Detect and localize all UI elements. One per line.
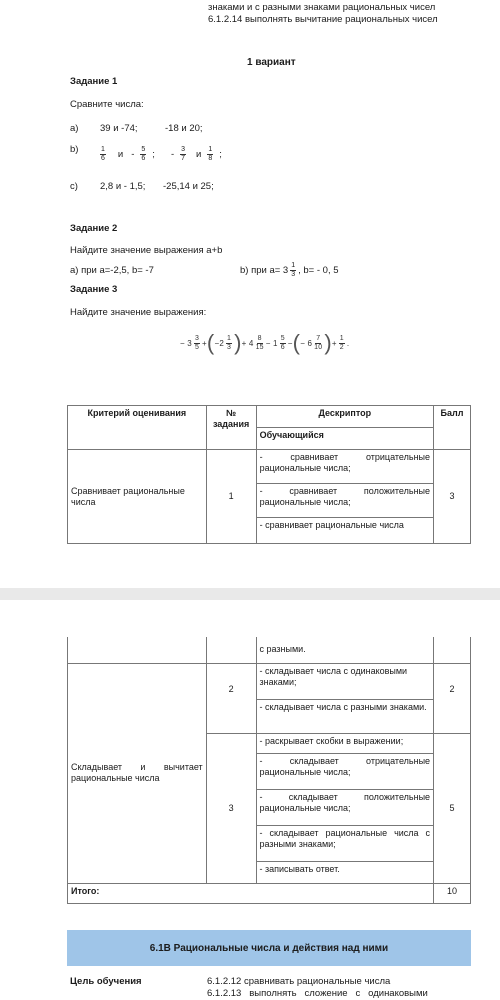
task2-title: Задание 2 [70, 223, 118, 234]
assessment-table-continued [67, 637, 471, 904]
goal-label: Цель обучения [70, 976, 142, 987]
fraction: $\frac{5}{6}$ [141, 146, 146, 162]
task1-c-item-1: 2,8 и - 1,5; [100, 181, 146, 192]
descriptor-item: - сравнивает положительные рациональные числа; [256, 484, 433, 518]
header-descriptor: Дескриптор [256, 406, 433, 428]
task2-a: а) при a=-2,5, b= -7 [70, 265, 154, 276]
assessment-table [67, 405, 471, 544]
empty-cell [206, 637, 256, 663]
descriptor-item: - складывает числа с разными знаками. [256, 699, 434, 733]
header-task: № задания [206, 406, 256, 450]
task2-b: b) при a= 3 $\frac{1}{3}$ , b= - 0, 5 [240, 262, 339, 278]
fraction: $\frac{1}{6}$ [101, 146, 105, 162]
score-value: 5 [434, 733, 471, 883]
descriptor-item: - складывает числа с одинаковыми знаками; [256, 663, 434, 699]
header-criterion: Критерий оценивания [68, 406, 207, 450]
section-band [67, 930, 471, 966]
header-score: Балл [434, 406, 471, 450]
header-student: Обучающийся [256, 428, 433, 450]
score-value: 2 [434, 663, 471, 733]
task1-a-item-2: -18 и 20; [165, 123, 203, 134]
task1-b-row: $\frac{1}{6}$ и - $\frac{5}{6}$ ; - $\frac{3}{7}$ и $\frac{1}{8}$ ; [101, 146, 222, 162]
task1-title: Задание 1 [70, 76, 118, 87]
variant-title: 1 вариант [247, 57, 296, 68]
task3-formula: − 3 $\frac{3}{5}$ + ( −2 $\frac{1}{3}$ ) + 4 $\frac{8}{15}$ − 1 $\frac{5}{6}$ − ( − 6 $\frac{7}{10}$ ) + $\frac{1}{2}$ . [180, 330, 350, 355]
descriptor-item: - складывает рациональные числа с разными знаками; [256, 825, 434, 861]
task3-title: Задание 3 [70, 284, 118, 295]
descriptor-item: - раскрывает скобки в выражении; [256, 733, 434, 753]
score-value: 3 [434, 450, 471, 544]
goal-line-1: 6.1.2.12 сравнивать рациональные числа [207, 976, 391, 987]
fraction: $\frac{1}{3}$ [291, 262, 296, 278]
criterion-add-subtract: Складывает и вычитает рациональные числа [68, 663, 207, 883]
task1-b-label: b) [70, 144, 79, 155]
objective-line-2: 6.1.2.14 выполнять вычитание рациональных чисел [208, 14, 438, 25]
task1-a-item-1: 39 и -74; [100, 123, 138, 134]
descriptor-item: - складывает положительные рациональные числа; [256, 789, 434, 825]
total-label: Итого: [68, 883, 434, 903]
task3-prompt: Найдите значение выражения: [70, 307, 207, 318]
total-value: 10 [434, 883, 471, 903]
task1-c-label: c) [70, 181, 78, 192]
task1-a-label: a) [70, 123, 79, 134]
objective-line-1: знаками и с разными знаками рациональных чисел [208, 2, 436, 13]
descriptor-item: - записывать ответ. [256, 861, 434, 883]
task-number: 1 [206, 450, 256, 544]
task-number: 3 [206, 733, 256, 883]
descriptor-item: - сравнивает отрицательные рациональные числа; [256, 450, 433, 484]
descriptor-item: - сравнивает рациональные числа [256, 518, 433, 544]
task-number: 2 [206, 663, 256, 733]
goal-line-2: 6.1.2.13 выполнять сложение с одинаковыми [207, 988, 428, 999]
section-title: 6.1В Рациональные числа и действия над ними [149, 942, 389, 954]
task2-prompt: Найдите значение выражения a+b [70, 245, 223, 256]
fraction: $\frac{1}{8}$ [208, 146, 213, 162]
fraction: $\frac{3}{7}$ [181, 146, 186, 162]
empty-cell [68, 637, 207, 663]
descriptor-item: с разными. [256, 637, 434, 663]
task1-c-item-2: -25,14 и 25; [163, 181, 214, 192]
empty-cell [434, 637, 471, 663]
criterion-compare: Сравнивает рациональные числа [68, 450, 207, 544]
task1-prompt: Сравните числа: [70, 99, 144, 110]
page-2 [0, 600, 500, 1000]
page-gap [0, 588, 500, 600]
descriptor-item: - складывает отрицательные рациональные числа; [256, 753, 434, 789]
